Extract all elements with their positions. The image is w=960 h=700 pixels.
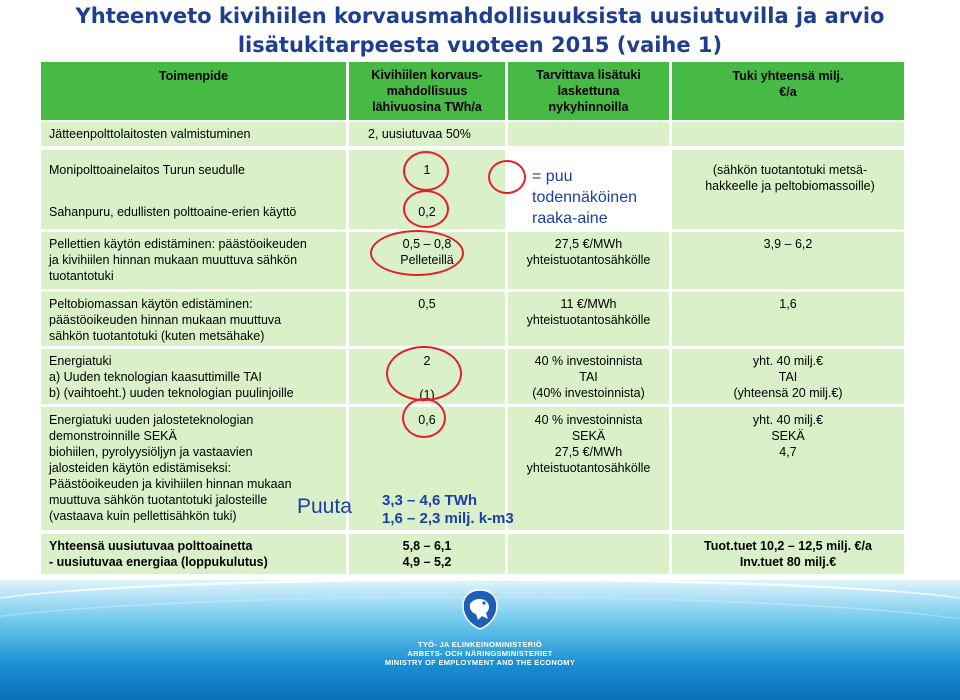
row7-total (672, 412, 904, 460)
row6-twh-a: 2 (423, 354, 431, 368)
row8-twh (349, 538, 505, 570)
row4-support (508, 236, 669, 268)
row3-total-note: (sähkön tuotantotuki metsä-hakkeelle ja peltobiomassoille) (705, 163, 875, 193)
row5-total: 1,6 (779, 297, 797, 311)
wood-marker-ring (403, 151, 449, 191)
puuta-line: 3,3 – 4,6 TWh (382, 492, 478, 509)
row7-measure-line: demonstroinnille SEKÄ (49, 429, 177, 443)
row7-total-line: SEKÄ (771, 429, 805, 443)
row6-support-line: 40 % investoinnista (534, 354, 643, 368)
row1-measure: Jätteenpolttolaitosten valmistuminen (49, 127, 251, 141)
row1-twh: 2, uusiutuvaa 50% (368, 127, 471, 141)
row6-measure-line: a) Uuden teknologian kaasuttimille TAI (49, 370, 262, 384)
row8-total-line: Inv.tuet 80 milj.€ (739, 555, 837, 569)
row3-measure: Sahanpuru, edullisten polttoaine-erien käyttö (49, 205, 297, 219)
row8-total-line: Tuot.tuet 10,2 – 12,5 milj. €/a (704, 539, 872, 553)
row-divider (41, 346, 904, 349)
wood-marker-ring (403, 190, 449, 228)
row4-measure (49, 236, 307, 284)
row6-support (508, 353, 669, 401)
row5-twh: 0,5 (418, 297, 436, 311)
row7-measure (49, 412, 292, 524)
row4-support-line: 27,5 €/MWh (554, 237, 623, 251)
row7-measure-line: jalosteiden käytön edistämiseksi: (49, 461, 232, 475)
row5-support (508, 296, 669, 328)
row7-total-line: 4,7 (779, 445, 797, 459)
row8-measure-line: - uusiutuvaa energiaa (loppukulutus) (49, 555, 268, 569)
row7-support-line: 40 % investoinnista (534, 413, 643, 427)
row7-twh: 0,6 (418, 413, 436, 427)
puuta-label: Puuta (297, 495, 352, 518)
row7-support-line: SEKÄ (571, 429, 606, 443)
row6-measure-line: b) (vaihtoeht.) uuden teknologian puulinjoille (49, 386, 294, 400)
row5-measure-line: päästöoikeuden hinnan mukaan muuttuva (49, 313, 282, 327)
row7-measure-line: biohiilen, pyrolyysiöljyn ja vastaavien (49, 445, 253, 459)
row4-measure-line: tuotantotuki (49, 269, 114, 283)
ministry-line: MINISTRY OF EMPLOYMENT AND THE ECONOMY (384, 658, 576, 667)
row6-measure-line: Energiatuki (49, 354, 112, 368)
row5-measure-line: sähkön tuotantotuki (kuten metsähake) (49, 329, 265, 343)
ministry-line: TYÖ- JA ELINKEINOMINISTERIÖ (417, 640, 543, 649)
row4-total: 3,9 – 6,2 (763, 237, 813, 251)
row6-total-line: TAI (778, 370, 798, 384)
ministry-line: ARBETS- OCH NÄRINGSMINISTERIET (407, 649, 553, 658)
row6-total-line: (yhteensä 20 milj.€) (733, 386, 843, 400)
row7-measure-line: muuttuva sähkön tuotantotuki jalosteille (49, 493, 268, 507)
legend-ring (488, 160, 526, 194)
row4-support-line: yhteistuotantosähkölle (526, 253, 651, 267)
row-divider (41, 289, 904, 292)
row4-twh-line: Pelleteillä (400, 253, 454, 267)
row7-support-line: yhteistuotantosähkölle (526, 461, 651, 475)
page-title (0, 2, 960, 60)
row-divider (41, 229, 904, 232)
row8-total (672, 538, 904, 570)
row5-support-line: yhteistuotantosähkölle (526, 313, 651, 327)
row8-measure-line: Yhteensä uusiutuvaa polttoainetta (49, 539, 253, 553)
legend-line: todennäköinen (532, 189, 637, 206)
title-line-2: lisätukitarpeesta vuoteen 2015 (vaihe 1) (237, 33, 723, 57)
row2-measure: Monipolttoainelaitos Turun seudulle (49, 163, 245, 177)
wood-marker-ring (402, 398, 446, 438)
row-bg (672, 122, 904, 146)
row-bg (508, 122, 669, 146)
row5-measure-line: Peltobiomassan käytön edistäminen: (49, 297, 253, 311)
row6-support-line: (40% investoinnista) (532, 386, 645, 400)
total-column-bg (672, 150, 904, 530)
puuta-line: 1,6 – 2,3 milj. k-m3 (382, 510, 514, 527)
row5-support-line: 11 €/MWh (560, 297, 617, 311)
row6-measure (49, 353, 294, 401)
total-row-bg (508, 534, 669, 574)
row2-twh: 1 (423, 163, 431, 177)
title-line-1: Yhteenveto kivihiilen korvausmahdollisuuksista uusiutuvilla ja arvio (75, 4, 885, 28)
legend-text (532, 166, 637, 229)
row7-total-line: yht. 40 milj.€ (752, 413, 824, 427)
row6-total-line: yht. 40 milj.€ (752, 354, 824, 368)
row5-measure (49, 296, 281, 344)
row7-measure-line: (vastaava kuin pellettisähkön tuki) (49, 509, 237, 523)
row8-twh-line: 5,8 – 6,1 (402, 539, 452, 553)
row8-measure (49, 538, 268, 570)
header-measure: Toimenpide (158, 69, 229, 83)
header-total: Tuki yhteensä milj. €/a (732, 69, 844, 99)
row4-twh-line: 0,5 – 0,8 (402, 237, 452, 251)
header-support: Tarvittava lisätuki laskettuna nykyhinnoilla (536, 68, 641, 114)
row6-support-line: TAI (579, 370, 598, 384)
legend-line: = puu (532, 168, 573, 185)
row7-support (508, 412, 669, 476)
legend-line: raaka-aine (532, 210, 608, 227)
ministry-crest-icon (460, 588, 500, 630)
row8-twh-line: 4,9 – 5,2 (402, 555, 452, 569)
wood-marker-ring (370, 230, 464, 276)
ministry-name (0, 640, 960, 667)
wood-marker-ring (386, 346, 462, 401)
row-divider (41, 404, 904, 407)
row6-total (672, 353, 904, 401)
row3-twh: 0,2 (418, 205, 436, 219)
row4-measure-line: ja kivihiilen hinnan mukaan muuttuva sähkön (49, 253, 298, 267)
row7-measure-line: Energiatuki uuden jalosteteknologian (49, 413, 254, 427)
row6-twh-b: (1) (419, 388, 435, 402)
row7-support-line: 27,5 €/MWh (554, 445, 623, 459)
puuta-values (382, 492, 514, 528)
header-twh: Kivihiilen korvaus-mahdollisuus lähivuosina TWh/a (371, 68, 483, 114)
row7-measure-line: Päästöoikeuden ja kivihiilen hinnan mukaan (49, 477, 292, 491)
row4-measure-line: Pellettien käytön edistäminen: päästöoikeuden (49, 237, 307, 251)
